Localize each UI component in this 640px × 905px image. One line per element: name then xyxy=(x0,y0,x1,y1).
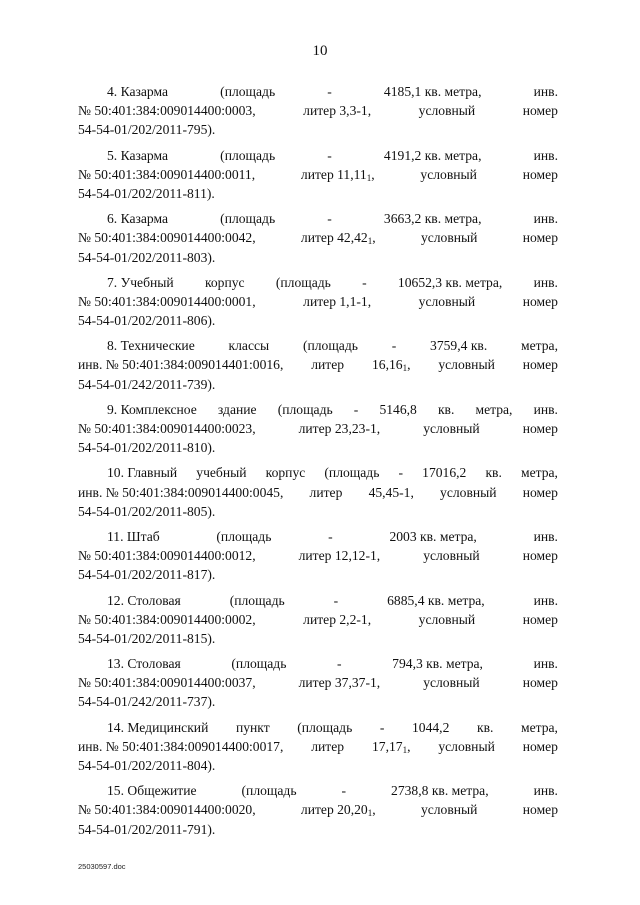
entry-line xyxy=(78,292,558,311)
entry-line xyxy=(78,209,558,228)
entry-word: 4191,2 кв. метра, xyxy=(383,147,482,163)
entry-line xyxy=(78,165,558,184)
entry-word: метра, xyxy=(520,465,558,481)
entry-word: 3663,2 кв. метра, xyxy=(383,211,482,227)
entry-word: 2738,8 кв. метра, xyxy=(391,783,489,799)
entry-word: условный xyxy=(438,738,495,754)
entry-word: 4. Казарма xyxy=(107,84,169,99)
entry-word: литер 2,2-1, xyxy=(303,611,372,627)
entry-word: № 50:401:384:009014400:0042, xyxy=(78,230,256,246)
entry-word: номер xyxy=(522,484,558,500)
entry-line xyxy=(78,82,558,101)
entry-word: метра, xyxy=(475,401,513,417)
entry-word: литер xyxy=(309,484,343,500)
entry-word: кв. xyxy=(437,401,455,417)
entry-word: 7. Учебный xyxy=(107,274,174,290)
list-item xyxy=(78,463,558,521)
entry-word: 45,45-1, xyxy=(368,484,414,500)
entry-word: 6. Казарма xyxy=(107,211,169,227)
entry-word: 5. Казарма xyxy=(107,147,169,163)
entry-word: № 50:401:384:009014400:0037, xyxy=(78,675,256,691)
registration-number: 54-54-01/202/2011-811). xyxy=(78,185,215,201)
entry-word: - xyxy=(398,465,404,481)
entry-word: номер xyxy=(522,293,558,309)
entry-line xyxy=(78,228,558,247)
literal-value: $16,16_1$, xyxy=(371,357,411,374)
registration-number: 54-54-01/202/2011-803). xyxy=(78,249,216,265)
registration-number: 54-54-01/202/2011-810). xyxy=(78,440,216,456)
registration-number: 54-54-01/202/2011-791). xyxy=(78,821,216,837)
list-item xyxy=(78,591,558,649)
entry-word: - xyxy=(337,656,342,672)
entry-word: инв. № 50:401:384:009014400:0017, xyxy=(78,738,284,754)
literal-value: $17,17_1$, xyxy=(371,738,411,755)
entry-word: инв. xyxy=(533,84,558,99)
entry-word: (площадь xyxy=(277,401,333,417)
entry-word: (площадь xyxy=(297,719,353,735)
entry-word: 11. Штаб xyxy=(107,528,160,544)
entry-word: (площадь xyxy=(231,656,287,672)
entry-word: № 50:401:384:009014400:0020, xyxy=(78,802,256,818)
entry-word: - xyxy=(353,401,359,417)
entry-word: 6885,4 кв. метра, xyxy=(387,592,485,608)
entry-word: - xyxy=(379,719,385,735)
entry-word: 16,16 xyxy=(371,357,403,373)
entry-word: условный xyxy=(418,293,476,309)
entry-word: метра, xyxy=(520,719,558,735)
entry-word: инв. xyxy=(533,656,558,672)
entry-word: № 50:401:384:009014400:0002, xyxy=(78,611,256,627)
page-number: 10 xyxy=(312,43,328,59)
file-name-footer: 25030597.doc xyxy=(78,862,126,871)
entry-word: (площадь xyxy=(302,338,358,354)
entry-word: инв. xyxy=(533,592,558,608)
entry-word: номер xyxy=(522,421,558,436)
entry-word: - xyxy=(333,592,339,608)
entry-word: инв. xyxy=(533,528,558,544)
entry-word: 1044,2 xyxy=(411,719,450,735)
list-item xyxy=(78,209,558,267)
entry-word: 3759,4 кв. xyxy=(430,338,488,354)
entry-word: литер 1,1-1, xyxy=(303,293,372,309)
entry-word: условный xyxy=(438,357,495,373)
literal-subscript: 1 xyxy=(367,236,373,247)
entry-line xyxy=(78,546,558,565)
entry-word: 4185,1 кв. метра, xyxy=(383,84,482,99)
entry-word: литер 37,37-1, xyxy=(298,675,381,691)
registration-number: 54-54-01/242/2011-737). xyxy=(78,694,216,710)
entry-word: литер xyxy=(311,738,345,754)
literal-value: литер $42,42_1$, xyxy=(300,230,376,247)
entry-word: (площадь xyxy=(324,465,380,481)
entry-word: условный xyxy=(420,230,478,246)
literal-subscript: 1 xyxy=(402,744,408,755)
entry-word: условный xyxy=(418,611,476,627)
entry-word: инв. xyxy=(533,783,558,799)
entry-line xyxy=(78,146,558,165)
entry-word: учебный xyxy=(196,465,247,481)
entry-word: метра, xyxy=(521,338,558,354)
entry-word: (площадь xyxy=(220,84,276,99)
entry-word: кв. xyxy=(485,465,502,481)
entry-word: 15. Общежитие xyxy=(107,783,197,799)
entry-word: № 50:401:384:009014400:0023, xyxy=(78,421,256,436)
entry-line xyxy=(78,737,558,756)
entry-line xyxy=(78,527,558,546)
entry-word: 8. Технические xyxy=(107,338,195,354)
entry-word: корпус xyxy=(204,274,245,290)
entry-word: - xyxy=(327,211,332,227)
entry-word: - xyxy=(328,528,333,544)
entry-word: литер 20,20 xyxy=(300,802,368,818)
literal-subscript: 1 xyxy=(367,808,373,819)
registration-number: 54-54-01/242/2011-739). xyxy=(78,376,216,392)
entry-word: пункт xyxy=(235,719,270,735)
entry-word: условный xyxy=(423,675,480,691)
entry-word: инв. xyxy=(533,401,558,417)
entry-word: инв. xyxy=(533,211,558,227)
entry-line xyxy=(78,419,558,438)
entry-line xyxy=(78,463,558,482)
entry-word: 13. Столовая xyxy=(107,656,181,672)
entry-word: - xyxy=(341,783,347,799)
entry-word: номер xyxy=(522,548,558,564)
entry-word: инв. № 50:401:384:009014400:0045, xyxy=(78,484,284,500)
entry-word: 5146,8 xyxy=(379,401,417,417)
entry-word: (площадь xyxy=(229,592,285,608)
entry-word: - xyxy=(362,274,367,290)
entry-list xyxy=(78,82,558,845)
entry-word: условный xyxy=(420,166,477,182)
entry-word: № 50:401:384:009014400:0003, xyxy=(78,103,256,119)
entry-word: номер xyxy=(522,230,558,246)
entry-word: литер 3,3-1, xyxy=(303,103,372,119)
list-item xyxy=(78,718,558,776)
entry-word: № 50:401:384:009014400:0012, xyxy=(78,548,256,564)
registration-number: 54-54-01/202/2011-806). xyxy=(78,313,216,329)
entry-word: 12. Столовая xyxy=(107,592,181,608)
entry-word: инв. xyxy=(533,274,558,290)
entry-word: 2003 кв. метра, xyxy=(389,528,477,544)
entry-word: условный xyxy=(440,484,497,500)
entry-word: номер xyxy=(522,802,558,818)
literal-subscript: 1 xyxy=(366,172,372,183)
entry-word: 10. Главный xyxy=(107,465,178,481)
entry-word: условный xyxy=(423,548,480,564)
entry-line xyxy=(78,718,558,737)
entry-line xyxy=(78,654,558,673)
entry-word: литер 23,23-1, xyxy=(298,421,381,436)
entry-word: № 50:401:384:009014400:0011, xyxy=(78,166,256,182)
entry-word: - xyxy=(327,84,332,99)
entry-word: инв. № 50:401:384:009014401:0016, xyxy=(78,357,284,373)
entry-word: номер xyxy=(522,166,558,182)
entry-word: здание xyxy=(217,401,257,417)
entry-line xyxy=(78,355,558,374)
entry-word: номер xyxy=(522,611,558,627)
entry-word: условный xyxy=(420,802,478,818)
entry-word: - xyxy=(391,338,397,354)
entry-line xyxy=(78,610,558,629)
entry-word: номер xyxy=(522,675,558,691)
entry-word: кв. xyxy=(476,719,494,735)
entry-line xyxy=(78,400,558,419)
entry-word: № 50:401:384:009014400:0001, xyxy=(78,293,256,309)
list-item xyxy=(78,527,558,585)
entry-word: классы xyxy=(228,338,270,354)
entry-word: номер xyxy=(522,357,558,373)
registration-number: 54-54-01/202/2011-795). xyxy=(78,122,216,138)
entry-line xyxy=(78,781,558,800)
entry-line xyxy=(78,673,558,692)
entry-word: инв. xyxy=(533,147,558,163)
entry-word: (площадь xyxy=(241,783,297,799)
entry-word: литер 11,11 xyxy=(300,166,367,182)
registration-number: 54-54-01/202/2011-815). xyxy=(78,630,216,646)
entry-word: условный xyxy=(423,421,480,436)
entry-word: литер xyxy=(311,357,345,373)
entry-line xyxy=(78,336,558,355)
entry-word: 17016,2 xyxy=(422,465,467,481)
entry-word: литер 42,42 xyxy=(300,230,368,246)
registration-number: 54-54-01/202/2011-817). xyxy=(78,567,216,583)
entry-line xyxy=(78,483,558,502)
entry-word: номер xyxy=(522,103,558,119)
list-item xyxy=(78,336,558,394)
entry-line xyxy=(78,591,558,610)
entry-word: литер 12,12-1, xyxy=(298,548,381,564)
entry-word: 9. Комплексное xyxy=(107,401,197,417)
literal-value: литер $20,20_1$, xyxy=(300,802,376,819)
entry-word: (площадь xyxy=(216,528,272,544)
entry-word: (площадь xyxy=(220,147,276,163)
entry-word: (площадь xyxy=(220,211,276,227)
list-item xyxy=(78,273,558,331)
list-item xyxy=(78,781,558,839)
literal-value: литер $11,11_1$, xyxy=(300,166,375,183)
entry-word: корпус xyxy=(265,465,306,481)
list-item xyxy=(78,400,558,458)
entry-word: условный xyxy=(418,103,476,119)
entry-word: - xyxy=(327,147,332,163)
registration-number: 54-54-01/202/2011-804). xyxy=(78,758,216,773)
registration-number: 54-54-01/202/2011-805). xyxy=(78,503,216,519)
literal-subscript: 1 xyxy=(402,363,408,374)
entry-line xyxy=(78,101,558,120)
entry-word: (площадь xyxy=(275,274,331,290)
list-item xyxy=(78,146,558,204)
entry-word: 10652,3 кв. метра, xyxy=(397,274,503,290)
entry-line xyxy=(78,800,558,819)
entry-word: 14. Медицинский xyxy=(107,719,209,735)
entry-word: номер xyxy=(522,738,558,754)
list-item xyxy=(78,654,558,712)
entry-word: 794,3 кв. метра, xyxy=(392,656,483,672)
entry-word: 17,17 xyxy=(371,738,403,754)
entry-line xyxy=(78,273,558,292)
list-item xyxy=(78,82,558,140)
